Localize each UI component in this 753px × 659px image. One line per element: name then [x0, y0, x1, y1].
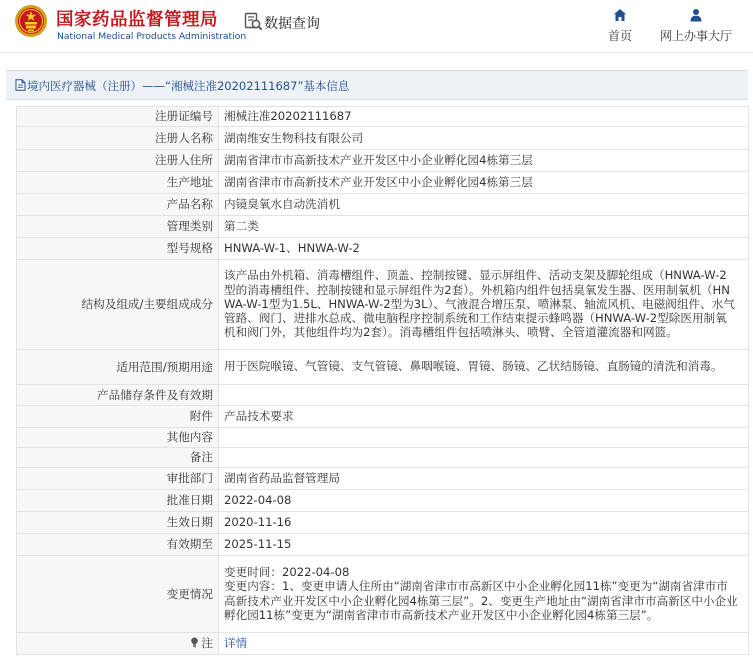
field-value: 第二类 [219, 216, 749, 238]
field-value: 湖南省津市市高新技术产业开发区中小企业孵化园4栋第三层 [219, 172, 749, 194]
change-history [219, 556, 749, 633]
field-value: 湖南维安生物科技有限公司 [219, 127, 749, 150]
nav-home-label: 首页 [607, 29, 632, 43]
table-row [17, 172, 749, 194]
field-value: 该产品由外机箱、消毒槽组件、顶盖、控制按键、显示屏组件、活动支架及脚轮组成（HNWA-W-2型的消毒槽组件、控制按键和显示屏组件为2套）。外机箱内组件包括臭氧发生器、医用制氧机（HNWA-W-1型为1.5L、HNWA-W-2型为3L）、气液混合增压泵、喷淋泵、轴流风机、电磁阀组件、水气管路、阀门、进排水总成、微电脑程序控制系统和工作结束提示蜂鸣器（HNWA-W-2型除医用制氧机和阀门外，其他组件均为2套）。消毒槽组件包括喷淋头、喷臂、全管道灌流器和网篮。 [219, 260, 749, 350]
table-row [17, 238, 749, 260]
field-value [219, 448, 749, 468]
table-row [17, 448, 749, 468]
field-value: 2020-11-16 [219, 512, 749, 534]
breadcrumb [6, 70, 748, 100]
field-label: 产品名称 [17, 194, 219, 216]
nav-online-service-label: 网上办事大厅 [659, 29, 732, 43]
user-icon [689, 8, 703, 22]
table-row [17, 468, 749, 490]
table-row [17, 194, 749, 216]
breadcrumb-text: 境内医疗器械（注册）——“湘械注准20202111687”基本信息 [27, 79, 350, 93]
field-label: 注册人名称 [17, 127, 219, 150]
national-emblem-icon [14, 4, 48, 38]
bulb-icon [190, 637, 199, 648]
table-row [17, 216, 749, 238]
field-label: 注册证编号 [17, 107, 219, 127]
table-row [17, 428, 749, 448]
field-label: 适用范围/预期用途 [17, 350, 219, 385]
field-value: 湖南省药品监督管理局 [219, 468, 749, 490]
table-row [17, 150, 749, 172]
field-value [219, 385, 749, 406]
document-icon [15, 79, 26, 91]
field-label: 变更情况 [17, 556, 219, 633]
site-title: 国家药品监督管理局 [56, 10, 218, 30]
table-row [17, 350, 749, 385]
site-subtitle: National Medical Products Administration [57, 31, 247, 42]
table-row [17, 127, 749, 150]
field-label: 管理类别 [17, 216, 219, 238]
field-label: 有效期至 [17, 534, 219, 556]
table-row [17, 260, 749, 350]
note-value-cell [219, 633, 749, 655]
details-link[interactable]: 详情 [224, 636, 248, 651]
field-label: 注册人住所 [17, 150, 219, 172]
field-label: 生产地址 [17, 172, 219, 194]
table-row [17, 385, 749, 406]
site-header [0, 0, 753, 52]
table-row [17, 107, 749, 127]
field-value [219, 428, 749, 448]
data-query-icon[interactable] [244, 12, 263, 31]
nav-home[interactable] [596, 8, 644, 44]
table-row [17, 406, 749, 428]
change-time: 变更时间：2022-04-08 [224, 564, 350, 579]
table-row [17, 556, 749, 633]
field-label: 备注 [17, 448, 219, 468]
registration-detail-table [16, 106, 749, 655]
note-label: 注 [201, 636, 213, 651]
field-label: 附件 [17, 406, 219, 428]
field-label: 审批部门 [17, 468, 219, 490]
field-label: 型号规格 [17, 238, 219, 260]
note-label-cell [17, 633, 219, 655]
header-divider [0, 52, 753, 53]
field-label: 其他内容 [17, 428, 219, 448]
table-row [17, 534, 749, 556]
field-value: 湘械注准20202111687 [219, 107, 749, 127]
data-query-link[interactable]: 数据查询 [264, 16, 320, 32]
field-label: 生效日期 [17, 512, 219, 534]
field-value: HNWA-W-1、HNWA-W-2 [219, 238, 749, 260]
table-row [17, 512, 749, 534]
field-label: 结构及组成/主要组成成分 [17, 260, 219, 350]
field-value: 湖南省津市市高新技术产业开发区中小企业孵化园4栋第三层 [219, 150, 749, 172]
field-value: 产品技术要求 [219, 406, 749, 428]
field-value: 内镜臭氧水自动洗消机 [219, 194, 749, 216]
table-row [17, 490, 749, 512]
table-row [17, 633, 749, 655]
home-icon [613, 8, 627, 22]
field-value: 2025-11-15 [219, 534, 749, 556]
field-label: 批准日期 [17, 490, 219, 512]
field-label: 产品储存条件及有效期 [17, 385, 219, 406]
field-value: 用于医院喉镜、气管镜、支气管镜、鼻咽喉镜、胃镜、肠镜、乙状结肠镜、直肠镜的清洗和消毒。 [219, 350, 749, 385]
field-value: 2022-04-08 [219, 490, 749, 512]
nav-online-service[interactable] [652, 8, 740, 44]
change-content: 变更内容：1、变更申请人住所由“湖南省津市市高新区中小企业孵化园11栋”变更为“湖南省津市市高新技术产业开发区中小企业孵化园4栋第三层”。2、变更生产地址由“湖南省津市市高新区中小企业孵化园11栋”变更为“湖南省津市市高新技术产业开发区中小企业孵化园4栋第三层”。 [224, 579, 738, 622]
